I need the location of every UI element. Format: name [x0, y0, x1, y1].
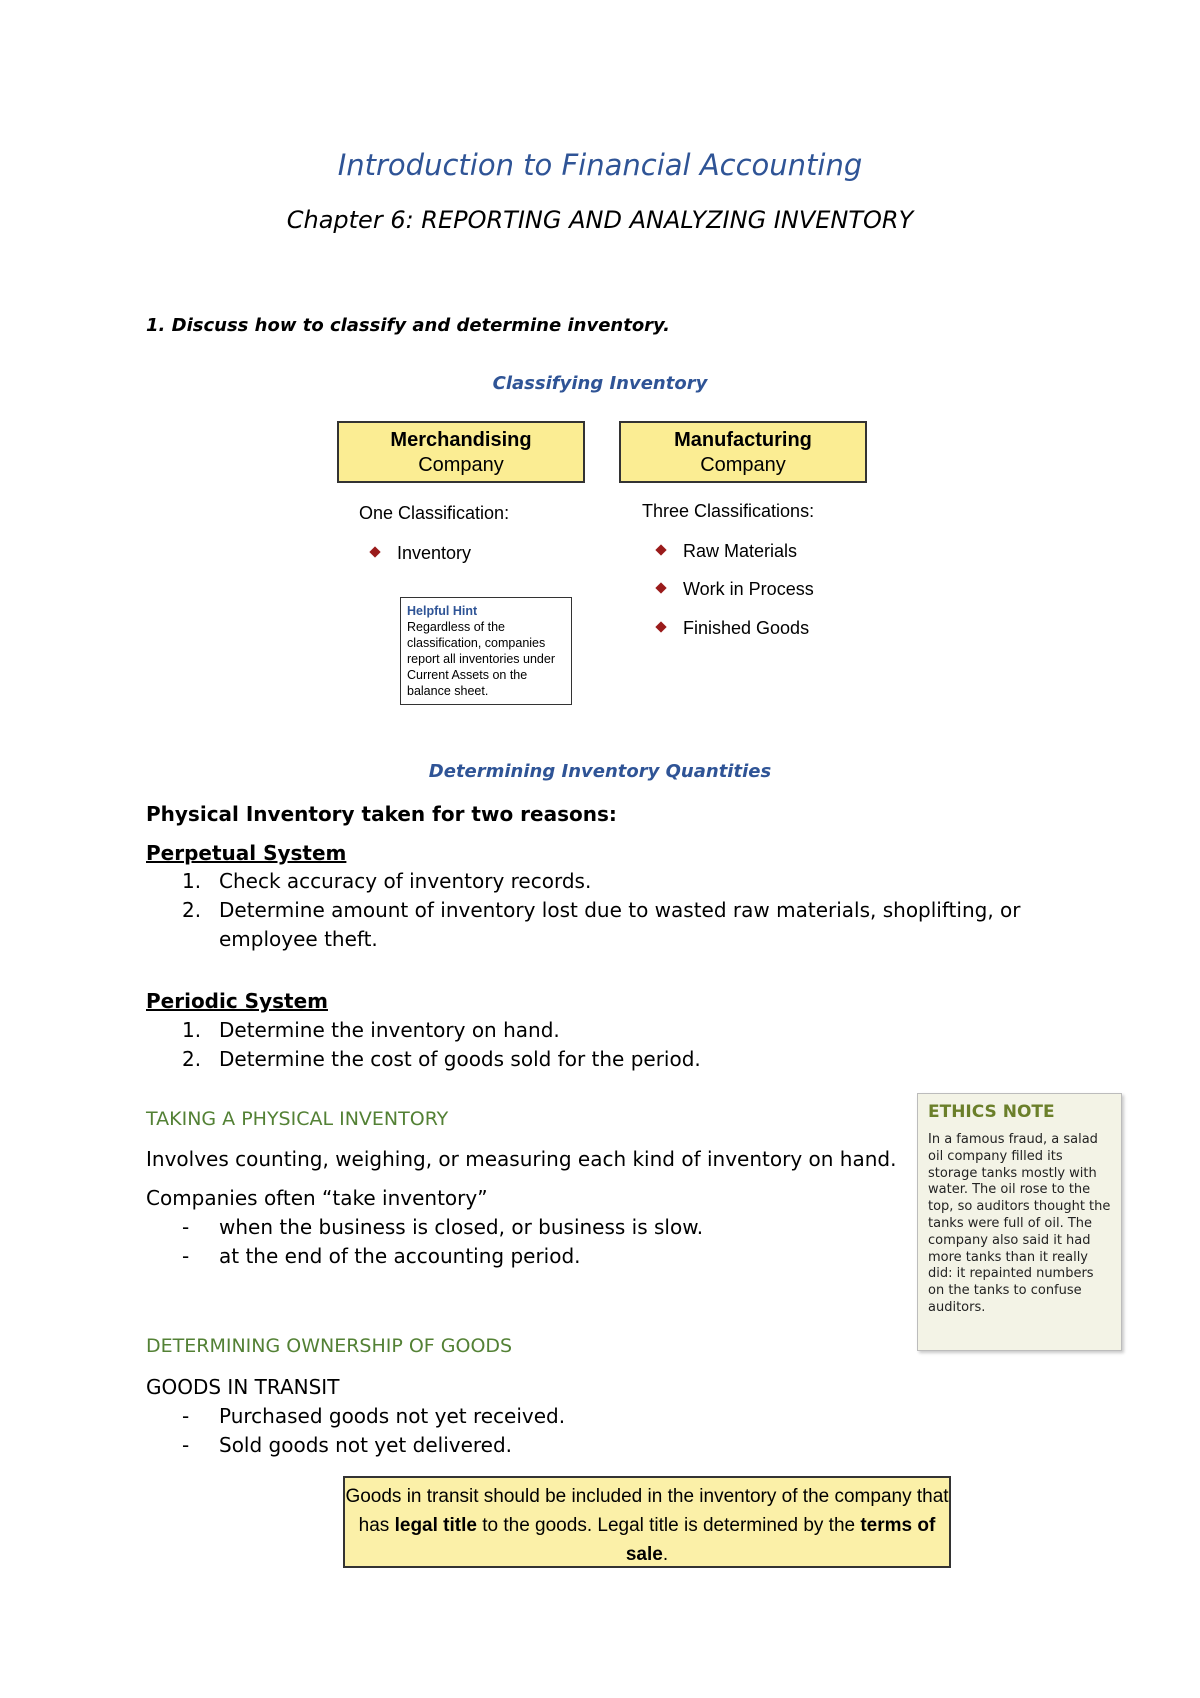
taking-physical-inventory-heading: TAKING A PHYSICAL INVENTORY	[146, 1108, 449, 1130]
list-text: at the end of the accounting period.	[219, 1244, 581, 1268]
document-title: Introduction to Financial Accounting	[337, 148, 863, 182]
manu-item	[657, 541, 797, 562]
manu-item-label: Finished Goods	[683, 618, 810, 638]
merch-caption: One Classification:	[359, 503, 510, 523]
list-item	[146, 867, 1056, 896]
list-text: when the business is closed, or business is slow.	[219, 1215, 704, 1239]
ownership-heading: DETERMINING OWNERSHIP OF GOODS	[146, 1335, 513, 1357]
list-item	[146, 1213, 866, 1242]
physical-line-2: Companies often “take inventory”	[146, 1186, 488, 1210]
ethics-note-box	[917, 1093, 1122, 1351]
list-text: Determine amount of inventory lost due to wasted raw materials, shoplifting, or employee theft.	[219, 898, 1021, 951]
physical-bullets	[146, 1213, 866, 1271]
manu-caption: Three Classifications:	[642, 501, 815, 521]
list-number: 2.	[182, 1047, 202, 1071]
list-dash: -	[182, 1215, 190, 1239]
list-dash: -	[182, 1244, 190, 1268]
list-text: Determine the inventory on hand.	[219, 1018, 560, 1042]
diamond-bullet-icon	[655, 545, 666, 556]
periodic-system-label	[146, 987, 328, 1016]
list-text: Purchased goods not yet received.	[219, 1404, 566, 1428]
callout-text: to the goods. Legal title is determined by the	[476, 1515, 861, 1536]
ethics-note-title: ETHICS NOTE	[928, 1102, 1055, 1122]
helpful-hint-box	[400, 597, 572, 705]
classifying-inventory-heading: Classifying Inventory	[492, 373, 708, 394]
callout-bold-terms-of-sale: terms of sale	[625, 1515, 936, 1565]
determining-quantities-heading: Determining Inventory Quantities	[428, 761, 772, 782]
merchandising-box-line2: Company	[418, 454, 504, 476]
perpetual-system-title: Perpetual System	[146, 841, 347, 865]
perpetual-system-label	[146, 839, 346, 868]
merch-item-label: Inventory	[397, 543, 472, 563]
perpetual-list	[146, 867, 1056, 954]
goods-in-transit-heading: GOODS IN TRANSIT	[146, 1375, 340, 1399]
section-1-heading: 1. Discuss how to classify and determine inventory.	[146, 315, 670, 336]
legal-title-callout	[343, 1476, 951, 1568]
merchandising-company-box	[337, 421, 585, 483]
merch-item	[371, 543, 471, 564]
list-text: Check accuracy of inventory records.	[219, 869, 592, 893]
manu-item-label: Raw Materials	[683, 541, 798, 561]
list-dash: -	[182, 1404, 190, 1428]
list-number: 1.	[182, 1018, 202, 1042]
list-item	[146, 1242, 866, 1271]
helpful-hint-body: Regardless of the classification, companies report all inventories under Current Assets on the balance sheet.	[407, 620, 555, 698]
list-text: Sold goods not yet delivered.	[219, 1433, 513, 1457]
list-number: 1.	[182, 869, 202, 893]
ethics-note-body: In a famous fraud, a salad oil company filled its storage tanks mostly with water. The oil rose to the top, so auditors thought the tanks were full of oil. The company also said it had more tanks than it really did: it repainted numbers on the tanks to confuse auditors.	[928, 1132, 1111, 1315]
transit-bullets	[146, 1402, 866, 1460]
list-item	[146, 1431, 866, 1460]
callout-bold-legal-title: legal title	[394, 1515, 477, 1536]
list-number: 2.	[182, 898, 202, 922]
list-item	[146, 1045, 1056, 1074]
physical-inventory-intro: Physical Inventory taken for two reasons:	[146, 802, 617, 826]
merchandising-box-line1: Merchandising	[390, 429, 532, 451]
diamond-bullet-icon	[655, 583, 666, 594]
manu-item-label: Work in Process	[683, 579, 814, 599]
manu-item	[657, 579, 814, 600]
manufacturing-company-box	[619, 421, 867, 483]
helpful-hint-title: Helpful Hint	[407, 604, 478, 618]
manufacturing-box-line2: Company	[700, 454, 786, 476]
list-item	[146, 1402, 866, 1431]
manufacturing-box-line1: Manufacturing	[674, 429, 812, 451]
periodic-system-title: Periodic System	[146, 989, 328, 1013]
periodic-list	[146, 1016, 1056, 1074]
list-item	[146, 896, 1056, 954]
physical-line-1: Involves counting, weighing, or measuring each kind of inventory on hand.	[146, 1147, 897, 1171]
chapter-subtitle: Chapter 6: REPORTING AND ANALYZING INVENTORY	[286, 206, 914, 234]
callout-text: Goods in transit should be included in the inventory of the company that has	[345, 1486, 949, 1536]
diamond-bullet-icon	[369, 547, 380, 558]
list-text: Determine the cost of goods sold for the period.	[219, 1047, 701, 1071]
diamond-bullet-icon	[655, 622, 666, 633]
manu-item	[657, 618, 809, 639]
callout-text: .	[662, 1544, 669, 1565]
list-item	[146, 1016, 1056, 1045]
list-dash: -	[182, 1433, 190, 1457]
